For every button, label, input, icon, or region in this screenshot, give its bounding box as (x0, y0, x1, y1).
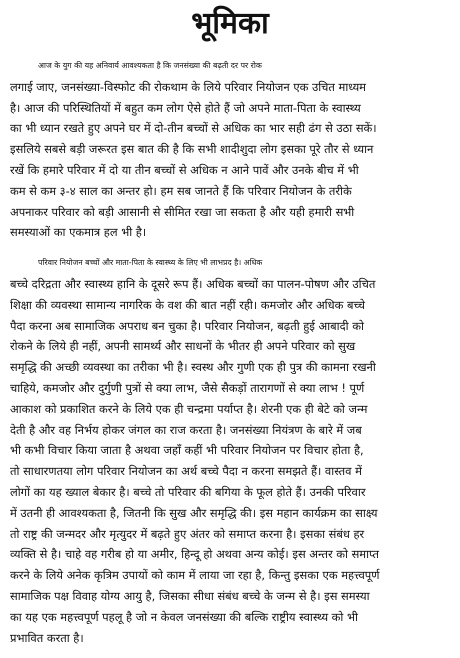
paragraph-line: है। आज की परिस्थितियों में बहुत कम लोग ऐसे होते हैं जो अपने माता-पिता के स्वास्थ्य (10, 100, 361, 115)
paragraph-line: देती है और वह निर्भय होकर जंगल का राज करता है। जनसंख्या नियंत्रण के बारे में जब (10, 422, 362, 437)
paragraph-1 (10, 56, 450, 243)
paragraph-line: आज के युग की यह अनिवार्य आवश्यकता है कि जनसंख्या की बढ़ती दर पर रोक (38, 61, 262, 70)
paragraph-line: तो राष्ट्र की जन्मदर और मृत्युदर में बढ़ते हुए अंतर को समाप्त करना है। इसका संबंध हर (10, 526, 365, 541)
paragraph-line: तो साधारणतया लोग परिवार नियोजन का अर्थ बच्चे पैदा न करना समझते हैं। वास्तव में (10, 464, 362, 479)
paragraph-spacer (10, 243, 450, 253)
paragraph-line: चाहिये, कमजोर और दुर्गुणी पुत्रों से क्या लाभ, जैसे सैकड़ों तारागणों से क्या लाभ ! पूर्ण (10, 380, 365, 395)
paragraph-line: परिवार नियोजन बच्चों और माता-पिता के स्वास्थ्य के लिए भी लाभप्रद है। अधिक (38, 258, 263, 268)
page-title: भूमिका (191, 6, 269, 41)
paragraph-line: का भी ध्यान रखते हुए अपने घर में दो-तीन बच्चों से अधिक का भार सही ढंग से उठा सकें। (10, 121, 377, 136)
paragraph-line: आकाश को प्रकाशित करने के लिये एक ही चन्द्रमा पर्याप्त है। शेरनी एक ही बेटे को जन्म (10, 401, 368, 416)
paragraph-line: समस्याओं का एकमात्र हल भी है। (10, 225, 147, 240)
paragraph-line: व्यक्ति से है। चाहे वह गरीब हो या अमीर, हिन्दू हो अथवा अन्य कोई। इस अन्तर को समाप्त (10, 547, 380, 562)
paragraph-line: बच्चे दरिद्रता और स्वास्थ्य हानि के दूसरे रूप हैं। अधिक बच्चों का पालन-पोषण और उचित (10, 276, 376, 291)
paragraph-line: इसलिये सबसे बड़ी जरूरत इस बात की है कि सभी शादीशुदा लोग इसका पूरे तौर से ध्यान (10, 142, 374, 157)
paragraph-line: रोकने के लिये ही नहीं, अपनी सामर्थ्य और साधनों के भीतर ही अपने परिवार को सुख (10, 339, 356, 354)
paragraph-line: पैदा करना अब सामाजिक अपराध बन चुका है। परिवार नियोजन, बढ़ती हुई आबादी को (10, 318, 364, 333)
paragraph-line: अपनाकर परिवार को बड़ी आसानी से सीमित रखा जा सकता है और यही हमारी सभी (10, 204, 355, 219)
paragraph-line: भी कभी विचार किया जाता है अथवा जहाँ कहीं भी परिवार नियोजन पर विचार होता है, (10, 443, 364, 458)
paragraph-line: लगाई जाए, जनसंख्या-विस्फोट की रोकथाम के लिये परिवार नियोजन एक उचित माध्यम (10, 79, 366, 94)
paragraph-2 (10, 253, 450, 648)
paragraph-line: करने के लिये अनेक कृत्रिम उपायों को काम में लाया जा रहा है, किन्तु इसका एक महत्त्वपूर्ण (10, 568, 380, 583)
paragraph-line: शिक्षा की व्यवस्था सामान्य नागरिक के वश की बात नहीं रही। कमजोर और अधिक बच्चे (10, 297, 366, 312)
paragraph-line: सामाजिक पक्ष विवाह योग्य आयु है, जिसका सीधा संबंध बच्चे के जन्म से है। इस समस्या (10, 588, 370, 603)
paragraph-line: में उतनी ही आवश्यकता है, जितनी कि सुख और समृद्धि की। इस महान कार्यक्रम का साक्ष्य (10, 505, 378, 520)
paragraph-line: समृद्धि की अच्छी व्यवस्था का तरीका भी है। स्वस्थ और गुणी एक ही पुत्र की कामना रखनी (10, 360, 376, 375)
paragraph-line: का यह एक महत्त्वपूर्ण पहलू है जो न केवल जनसंख्या की बल्कि राष्ट्रीय स्वास्थ्य को भी (10, 609, 358, 624)
paragraph-line: प्रभावित करता है। (10, 630, 84, 645)
paragraph-line: लोगों का यह ख्याल बेकार है। बच्चे तो परिवार की बगिया के फूल होते हैं। उनकी परिवार (10, 484, 366, 499)
paragraph-line: कम से कम ३-४ साल का अन्तर हो। हम सब जानते हैं कि परिवार नियोजन के तरीके (10, 183, 352, 198)
paragraph-line: रखें कि हमारे परिवार में दो या तीन बच्चों से अधिक न आने पावें और उनके बीच में भी (10, 162, 359, 177)
